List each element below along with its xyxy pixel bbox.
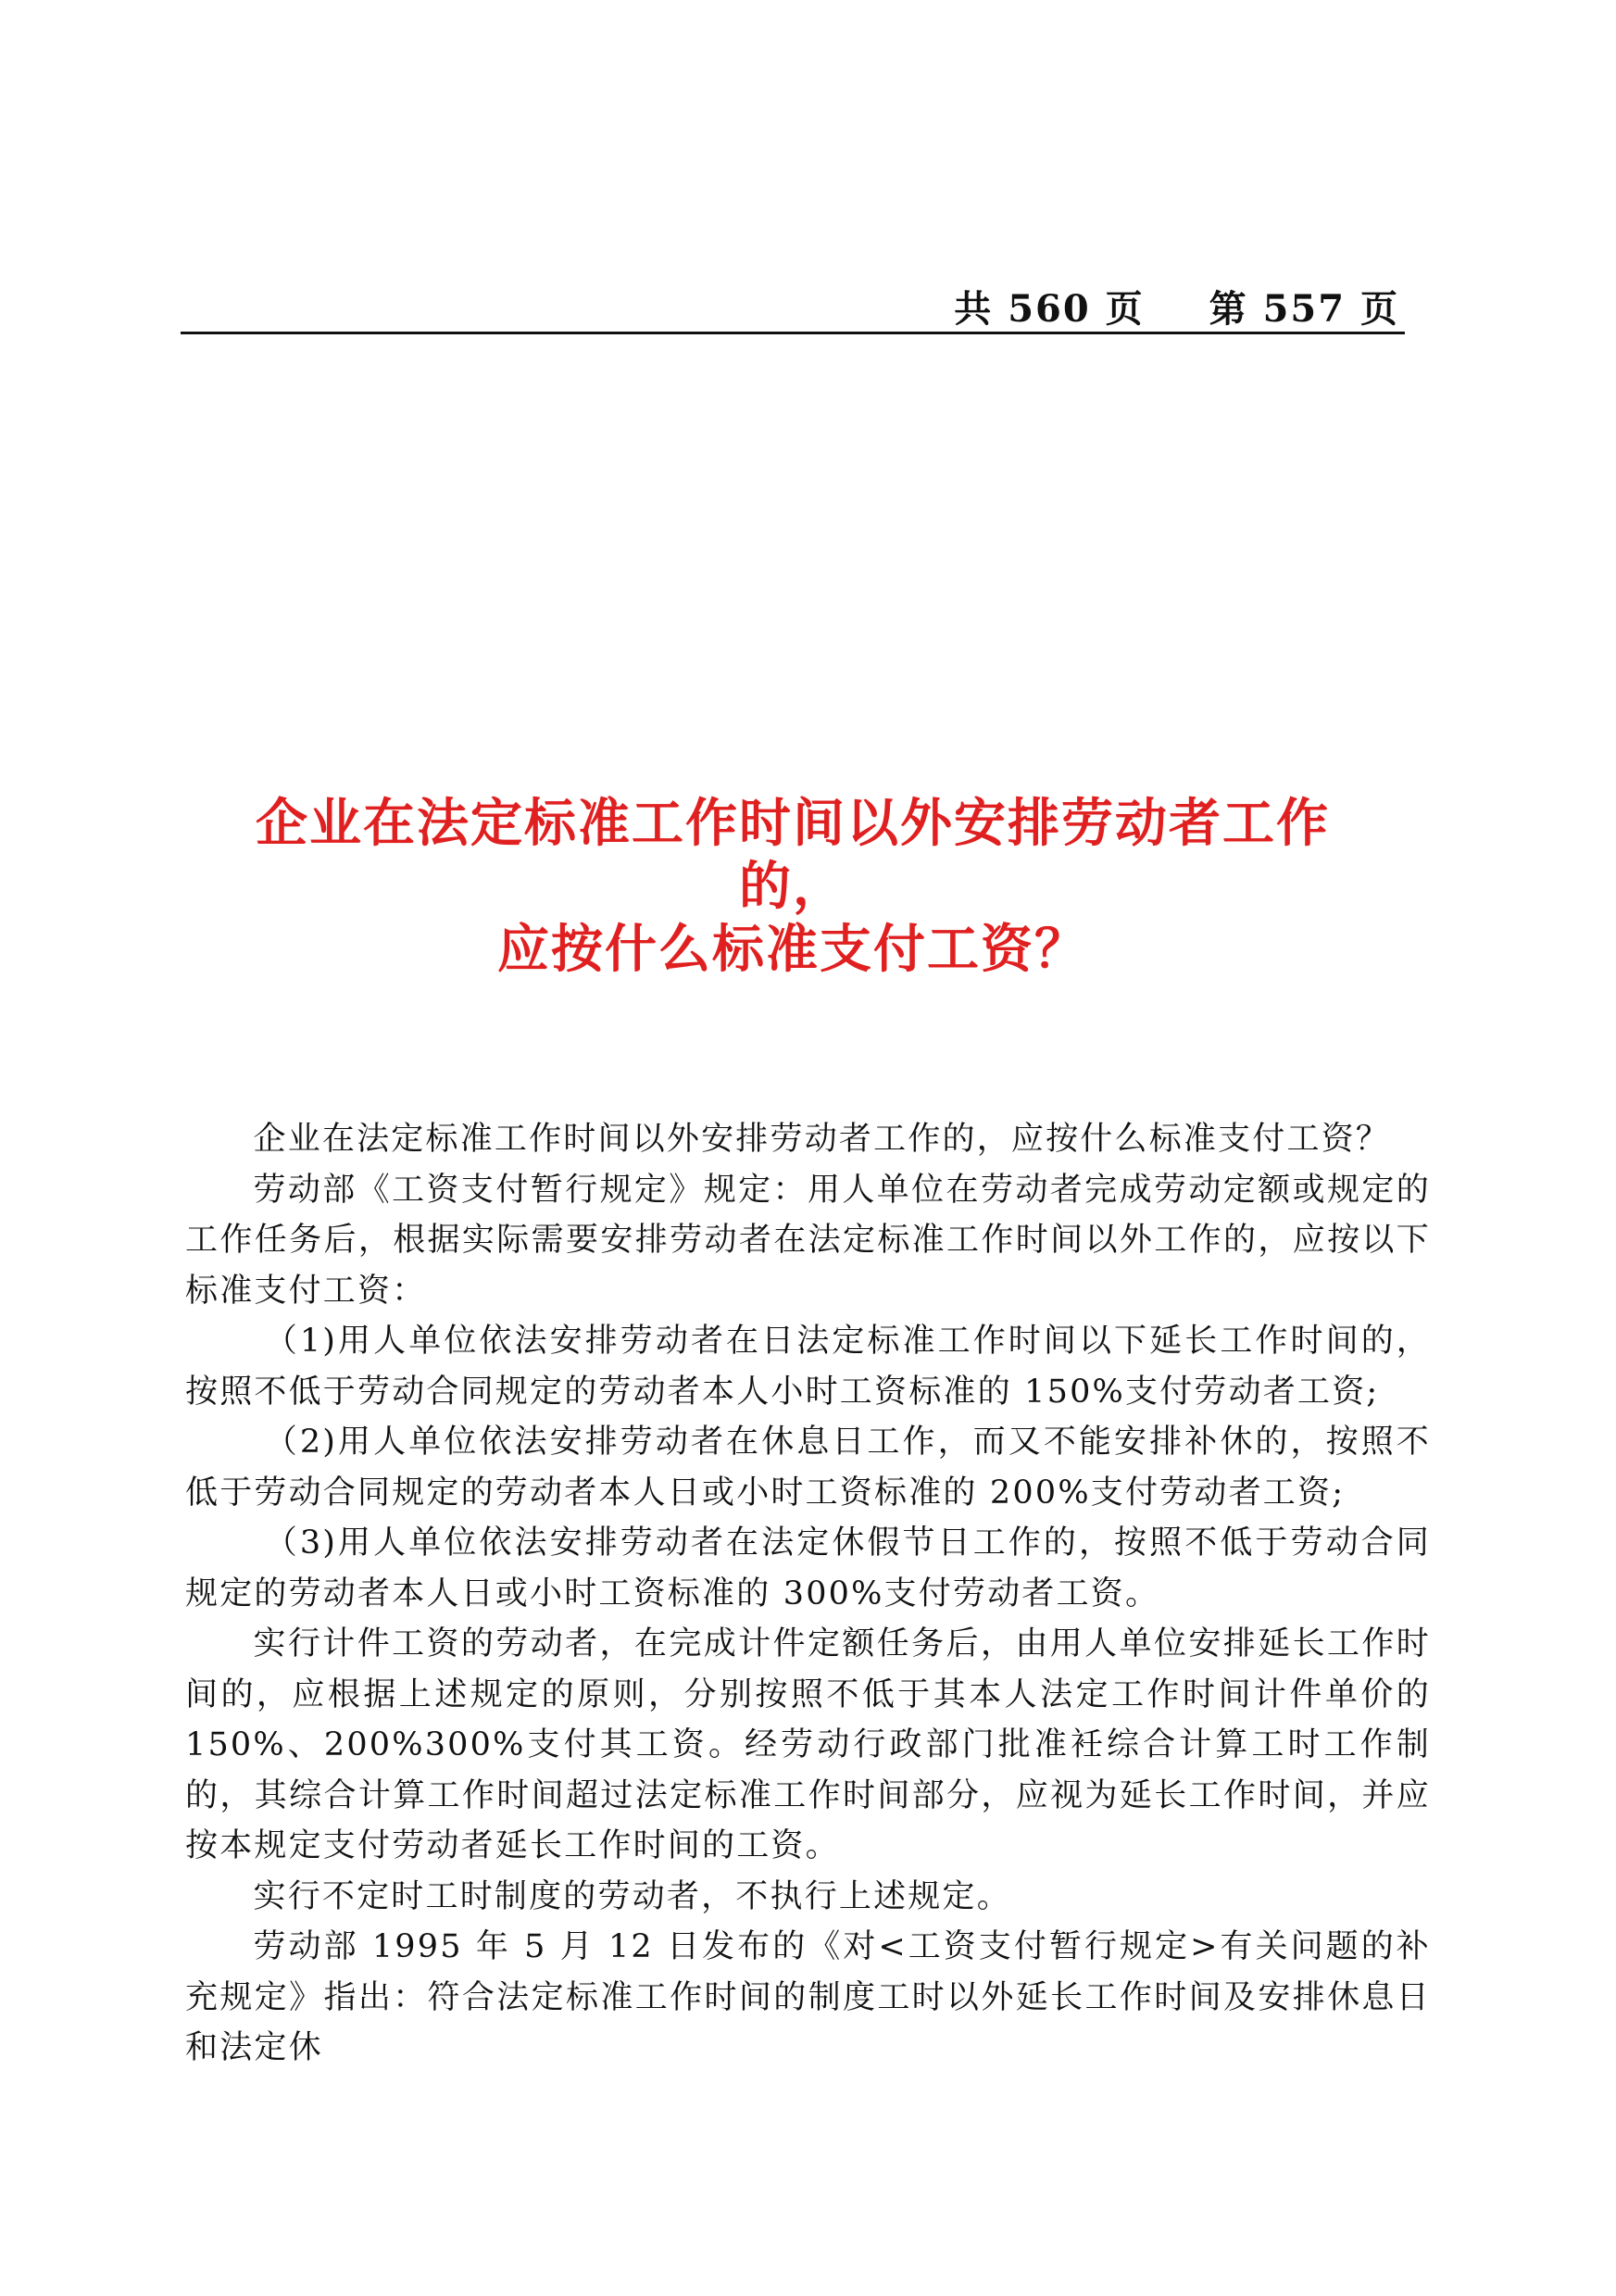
paragraph-item-2: （2)用人单位依法安排劳动者在休息日工作，而又不能安排补休的，按照不低于劳动合同规定的劳动者本人日或小时工资标准的 200%支付劳动者工资; bbox=[185, 1424, 1431, 1512]
total-pages: 共 560 页 bbox=[954, 287, 1145, 331]
paragraph-item-3: （3)用人单位依法安排劳动者在法定休假节日工作的，按照不低于劳动合同规定的劳动者本人日或小时工资标准的 300%支付劳动者工资。 bbox=[185, 1524, 1431, 1612]
current-page: 第 557 页 bbox=[1209, 287, 1399, 331]
title-line-2: 的， bbox=[739, 856, 846, 917]
page-counter bbox=[954, 280, 1399, 332]
document-body bbox=[185, 1114, 1431, 2074]
paragraph-piecework: 实行计件工资的劳动者，在完成计件定额任务后，由用人单位安排延长工作时间的，应根据上述规定的原则，分别按照不低于其本人法定工作时间计件单价的 150%、200%300%支付其工资。经劳动行政部门批准衽综合计算工时工作制的，其综合计算工作时间超过法定标准工作时间部分，应视为延长工作时间，并应按本规定支付劳动者延长工作时间的工资。 bbox=[185, 1625, 1431, 1864]
title-line-1: 企业在法定标准工作时间以外安排劳动者工作 bbox=[256, 793, 1330, 854]
paragraph-flexible-hours: 实行不定时工时制度的劳动者，不执行上述规定。 bbox=[253, 1877, 1011, 1915]
paragraph-question: 企业在法定标准工作时间以外安排劳动者工作的，应按什么标准支付工资？ bbox=[253, 1121, 1391, 1158]
paragraph-item-1: （1)用人单位依法安排劳动者在日法定标准工作时间以下延长工作时间的，按照不低于劳动合同规定的劳动者本人小时工资标准的 150%支付劳动者工资; bbox=[185, 1323, 1431, 1411]
paragraph-supplement: 劳动部 1995 年 5 月 12 日发布的《对<工资支付暂行规定>有关问题的补充规定》指出：符合法定标准工作时间的制度工时以外延长工作时间及安排休息日和法定休 bbox=[185, 1928, 1431, 2066]
page-header bbox=[181, 278, 1405, 334]
paragraph-regulation: 劳动部《工资支付暂行规定》规定：用人单位在劳动者完成劳动定额或规定的工作任务后，根据实际需要安排劳动者在法定标准工作时间以外工作的，应按以下标准支付工资： bbox=[185, 1171, 1431, 1310]
document-title bbox=[181, 792, 1405, 981]
title-line-3: 应按什么标准支付工资？ bbox=[497, 919, 1088, 980]
